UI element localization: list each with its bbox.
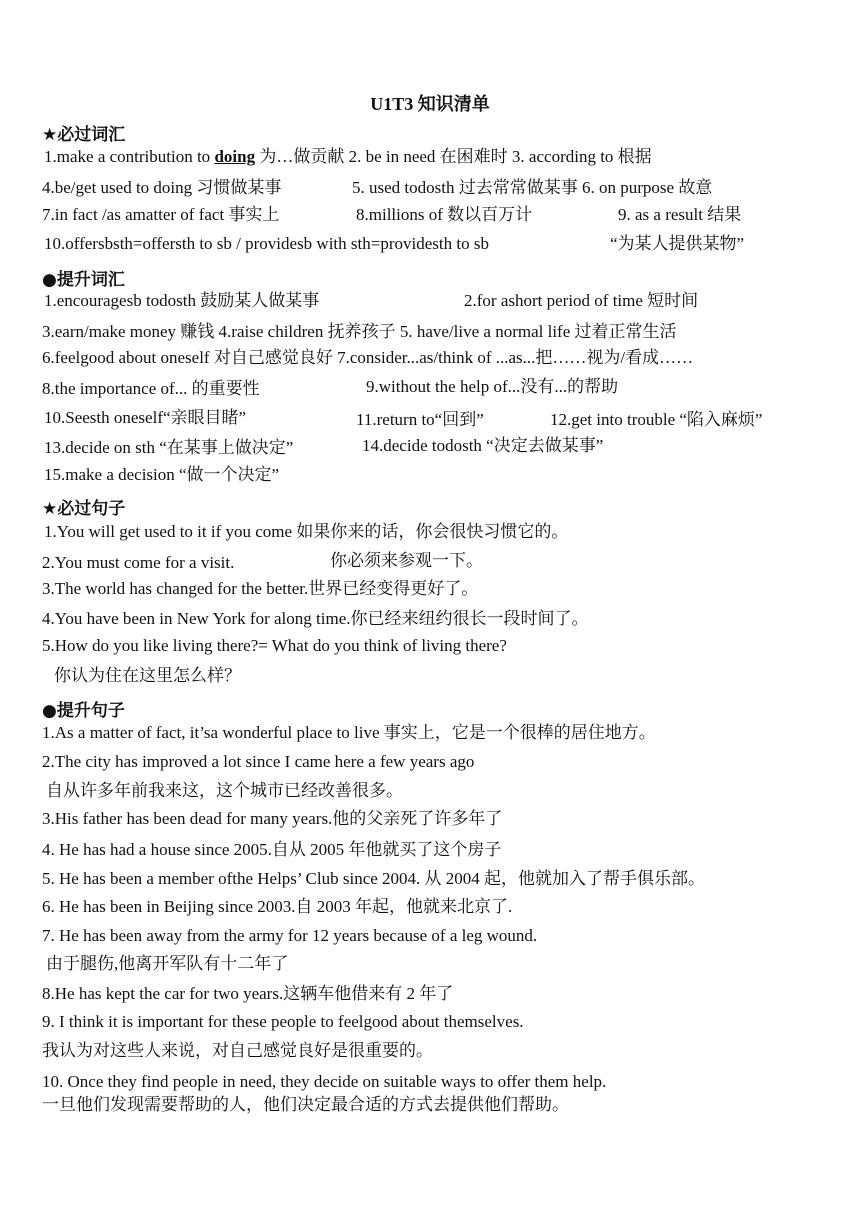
vocab-line: 1.encouragesb todosth 鼓励某人做某事	[44, 291, 320, 310]
sentence-line: 6. He has been in Beijing since 2003.自 2003 年起，他就来北京了.	[42, 897, 513, 916]
vocab-line: 4.be/get used to doing 习惯做某事	[42, 178, 282, 197]
vocab-line: 8.millions of 数以百万计	[356, 205, 533, 224]
sentence-line: 10. Once they find people in need, they decide on suitable ways to offer them help.	[42, 1072, 607, 1091]
vocab-line: “为某人提供某物”	[610, 234, 745, 253]
vocab-line: 3.earn/make money 赚钱 4.raise children 抚养孩子 5. have/live a normal life 过着正常生活	[42, 322, 677, 341]
sentence-line: 3.His father has been dead for many years.他的父亲死了许多年了	[42, 809, 503, 828]
heading-must-vocab: ★必过词汇	[42, 125, 126, 145]
vocab-line: 9. as a result 结果	[618, 205, 742, 224]
sentence-line: 5.How do you like living there?= What do you think of living there?	[42, 636, 507, 655]
vocab-line: 8.the importance of... 的重要性	[42, 379, 260, 398]
sentence-line: 7. He has been away from the army for 12 years because of a leg wound.	[42, 926, 538, 945]
sentence-line: 自从许多年前我来这，这个城市已经改善很多。	[46, 781, 403, 800]
sentence-line: 3.The world has changed for the better.世界已经变得更好了。	[42, 579, 479, 598]
sentence-line: 2.The city has improved a lot since I came here a few years ago	[42, 752, 475, 771]
vocab-line: 7.in fact /as amatter of fact 事实上	[42, 205, 280, 224]
sentence-line: 你必须来参观一下。	[330, 551, 483, 570]
vocab-line: 9.without the help of...没有...的帮助	[366, 377, 619, 396]
page-title: U1T3 知识清单	[370, 94, 490, 114]
vocab-line: 11.return to“回到”	[356, 410, 484, 429]
vocab-line: 6.feelgood about oneself 对自己感觉良好 7.consider...as/think of ...as...把……视为/看成……	[42, 348, 694, 367]
underlined-word: doing	[214, 147, 256, 166]
vocab-line: 2.for ashort period of time 短时间	[464, 291, 699, 310]
vocab-line: 13.decide on sth “在某事上做决定”	[44, 438, 294, 457]
vocab-line: 10.offersbsth=offersth to sb / providesb with sth=providesth to sb	[44, 234, 489, 253]
heading-adv-sentences: ●提升句子	[42, 701, 125, 721]
sentence-line: 8.He has kept the car for two years.这辆车他借来有 2 年了	[42, 984, 454, 1003]
sentence-line: 1.You will get used to it if you come 如果你来的话，你会很快习惯它的。	[44, 522, 569, 541]
vocab-line: 14.decide todosth “决定去做某事”	[362, 436, 604, 455]
sentence-line: 9. I think it is important for these people to feelgood about themselves.	[42, 1012, 524, 1031]
sentence-line: 一旦他们发现需要帮助的人，他们决定最合适的方式去提供他们帮助。	[42, 1095, 569, 1114]
vocab-line: 10.Seesth oneself“亲眼目睹”	[44, 408, 247, 427]
vocab-line: 15.make a decision “做一个决定”	[44, 465, 280, 484]
sentence-line: 我认为对这些人来说，对自己感觉良好是很重要的。	[42, 1041, 433, 1060]
sentence-line: 4.You have been in New York for along time.你已经来纽约很长一段时间了。	[42, 609, 589, 628]
heading-adv-vocab: ●提升词汇	[42, 270, 125, 290]
sentence-line: 由于腿伤,他离开军队有十二年了	[46, 954, 289, 973]
vocab-line: 5. used todosth 过去常常做某事 6. on purpose 故意	[352, 178, 713, 197]
heading-must-sentences: ★必过句子	[42, 499, 126, 519]
sentence-line: 你认为住在这里怎么样？	[54, 666, 241, 685]
sentence-line: 1.As a matter of fact, it’sa wonderful place to live 事实上，它是一个很棒的居住地方。	[42, 723, 656, 742]
sentence-line: 5. He has been a member ofthe Helps’ Club since 2004. 从 2004 起，他就加入了帮手俱乐部。	[42, 869, 706, 888]
vocab-line: 1.make a contribution to doing 为…做贡献 2. be in need 在困难时 3. according to 根据	[44, 147, 652, 166]
vocab-line: 12.get into trouble “陷入麻烦”	[550, 410, 763, 429]
sentence-line: 2.You must come for a visit.	[42, 553, 235, 572]
sentence-line: 4. He has had a house since 2005.自从 2005 年他就买了这个房子	[42, 840, 502, 859]
